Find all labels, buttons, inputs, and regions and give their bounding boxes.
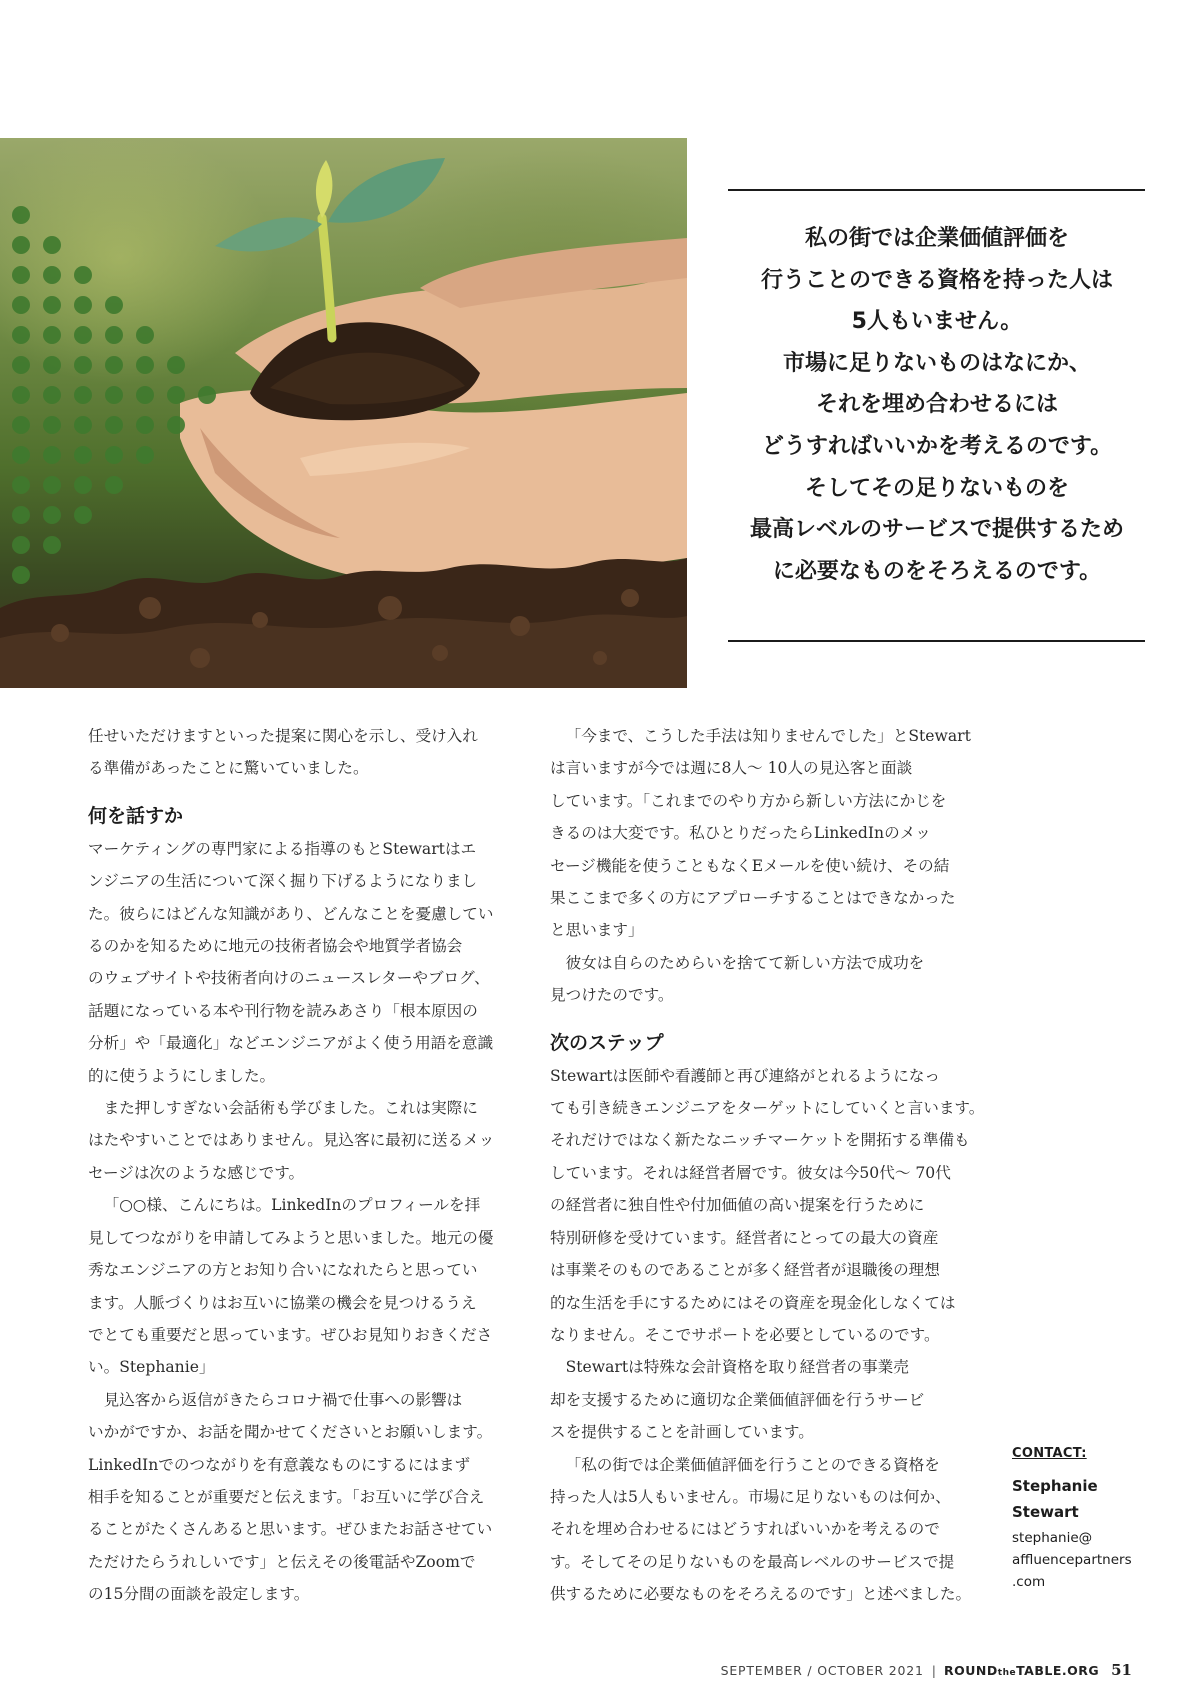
paragraph-quoted-message xyxy=(88,1189,506,1383)
text-line: ても引き続きエンジニアをターゲットにしていくと言います。 xyxy=(550,1099,985,1118)
text-line: それを埋め合わせるにはどうすればいいかを考えるので xyxy=(550,1520,940,1539)
text-line: 見つけたのです。 xyxy=(550,986,674,1005)
text-line: 話題になっている本や刊行物を読みあさり「根本原因の xyxy=(88,1001,478,1020)
text-line: マーケティングの専門家による指導のもとStewartはエ xyxy=(88,839,477,858)
text-line: また押しすぎない会話術も学びました。これは実際に xyxy=(103,1099,478,1118)
brand-round: ROUND xyxy=(944,1663,998,1678)
text-line: 見込客から返信がきたらコロナ禍で仕事への影響は xyxy=(103,1390,463,1409)
pull-quote-line: 行うことのできる資格を持った人は xyxy=(760,267,1113,293)
text-line: セージ機能を使うこともなくEメールを使い続け、その結 xyxy=(550,856,950,875)
text-line: は事業そのものであることが多く経営者が退職後の理想 xyxy=(550,1261,940,1280)
dot-grid-decoration xyxy=(12,206,216,584)
paragraph-intro xyxy=(88,720,506,785)
contact-email[interactable] xyxy=(1012,1527,1152,1593)
text-line: い。Stephanie」 xyxy=(88,1358,215,1377)
pull-quote xyxy=(729,218,1145,592)
text-line: いかがですか、お話を聞かせてくださいとお願いします。 xyxy=(88,1423,493,1442)
pull-quote-line: それを埋め合わせるには xyxy=(815,392,1058,418)
text-line: た。彼らにはどんな知識があり、どんなことを憂慮してい xyxy=(88,904,494,923)
contact-name xyxy=(1012,1473,1152,1525)
text-line: 秀なエンジニアの方とお知り合いになれたらと思ってい xyxy=(88,1261,478,1280)
text-line: スを提供することを計画しています。 xyxy=(550,1423,814,1442)
text-line: Stewartは医師や看護師と再び連絡がとれるようになっ xyxy=(550,1066,941,1085)
text-line: 「今まで、こうした手法は知りませんでした」とStewart xyxy=(565,727,971,745)
article-column-left xyxy=(88,720,506,1611)
pullquote-top-rule xyxy=(728,189,1145,191)
brand-the: the xyxy=(997,1668,1017,1678)
text-line: 却を支援するために適切な企業価値評価を行うサービ xyxy=(550,1390,925,1409)
text-line: 持った人は5人もいません。市場に足りないものは何か、 xyxy=(550,1487,951,1506)
contact-email-line: affluencepartners xyxy=(1012,1552,1132,1568)
pullquote-bottom-rule xyxy=(728,640,1145,642)
section-heading-what-to-say: 何を話すか xyxy=(88,804,184,827)
paragraph xyxy=(550,1351,968,1448)
text-line: 「○○様、こんにちは。LinkedInのプロフィールを拝 xyxy=(103,1196,481,1215)
pull-quote-line: どうすればいいかを考えるのです。 xyxy=(761,433,1113,459)
text-line: セージは次のような感じです。 xyxy=(88,1163,305,1182)
text-line: 的に使うようにしました。 xyxy=(88,1066,276,1085)
hero-photo xyxy=(0,138,687,688)
text-line: でとても重要だと思っています。ぜひお見知りおきくださ xyxy=(88,1325,493,1344)
text-line: 任せいただけますといった提案に関心を示し、受け入れ xyxy=(88,727,478,745)
contact-last-name: Stewart xyxy=(1012,1503,1079,1521)
pull-quote-line: そしてその足りないものを xyxy=(804,475,1069,501)
text-line: ただけたらうれしいです」と伝えその後電話やZoomで xyxy=(88,1552,476,1571)
paragraph xyxy=(550,1449,972,1611)
text-line: の15分間の面談を設定します。 xyxy=(88,1585,310,1604)
text-line: Stewartは特殊な会計資格を取り経営者の事業売 xyxy=(565,1358,909,1377)
text-line: 供するために必要なものをそろえるのです」と述べました。 xyxy=(550,1585,972,1604)
article-column-middle xyxy=(550,720,985,1611)
text-line: しています。「これまでのやり方から新しい方法にかじを xyxy=(550,791,947,810)
paragraph xyxy=(88,1092,506,1189)
page-number: 51 xyxy=(1111,1661,1132,1679)
text-line: は言いますが今では週に8人〜 10人の見込客と面談 xyxy=(550,759,913,778)
text-line: ンジニアの生活について深く掘り下げるようになりまし xyxy=(88,872,478,891)
brand-table: TABLE.ORG xyxy=(1016,1663,1100,1678)
text-line: 見してつながりを申請してみようと思いました。地元の優 xyxy=(88,1228,494,1247)
paragraph xyxy=(88,1384,506,1611)
contact-email-line: stephanie@ xyxy=(1012,1530,1093,1546)
text-line: の経営者に独自性や付加価値の高い提案を行うために xyxy=(550,1196,925,1215)
text-line: 彼女は自らのためらいを捨てて新しい方法で成功を xyxy=(565,953,925,972)
text-line: るのかを知るために地元の技術者協会や地質学者協会 xyxy=(88,937,463,956)
contact-first-name: Stephanie xyxy=(1012,1477,1098,1495)
text-line: 分析」や「最適化」などエンジニアがよく使う用語を意識 xyxy=(88,1034,494,1053)
text-line: LinkedInでのつながりを有意義なものにするにはまず xyxy=(88,1455,471,1474)
contact-label: CONTACT: xyxy=(1012,1446,1087,1461)
issue-date: SEPTEMBER / OCTOBER 2021 xyxy=(720,1663,924,1678)
text-line: 「私の街では企業価値評価を行うことのできる資格を xyxy=(565,1455,940,1474)
text-line: のウェブサイトや技術者向けのニュースレターやブログ、 xyxy=(88,969,490,988)
text-line: 相手を知ることが重要だと伝えます。「お互いに学び合え xyxy=(88,1487,485,1506)
paragraph xyxy=(550,947,968,1012)
text-line: なりません。そこでサポートを必要としているのです。 xyxy=(550,1325,940,1344)
text-line: 特別研修を受けています。経営者にとっての最大の資産 xyxy=(550,1228,939,1247)
text-line: きるのは大変です。私ひとりだったらLinkedInのメッ xyxy=(550,824,931,843)
pull-quote-line: 最高レベルのサービスで提供するため xyxy=(749,517,1124,543)
pull-quote-line: 私の街では企業価値評価を xyxy=(804,226,1069,251)
text-line: それだけではなく新たなニッチマーケットを開拓する準備も xyxy=(550,1131,970,1150)
pull-quote-line: 5人もいません。 xyxy=(851,309,1023,335)
paragraph xyxy=(88,833,506,1092)
text-line: と思います」 xyxy=(550,921,644,940)
pull-quote-line: 市場に足りないものはなにか、 xyxy=(782,350,1091,376)
pull-quote-line: に必要なものをそろえるのです。 xyxy=(772,558,1102,584)
section-heading-next-steps: 次のステップ xyxy=(550,1031,664,1054)
text-line: ることがたくさんあると思います。ぜひまたお話させてい xyxy=(88,1520,493,1539)
footer-separator: | xyxy=(931,1663,937,1678)
paragraph xyxy=(550,720,971,947)
text-line: る準備があったことに驚いていました。 xyxy=(88,759,369,778)
text-line: しています。それは経営者層です。彼女は今50代〜 70代 xyxy=(550,1163,951,1182)
site-brand xyxy=(944,1663,1099,1678)
paragraph xyxy=(550,1060,985,1352)
text-line: ます。人脈づくりはお互いに協業の機会を見つけるうえ xyxy=(88,1293,477,1312)
page-footer xyxy=(721,1661,1132,1679)
seedling-in-hands-illustration xyxy=(0,138,687,688)
text-line: 果ここまで多くの方にアプローチすることはできなかった xyxy=(550,889,956,908)
text-line: はたやすいことではありません。見込客に最初に送るメッ xyxy=(88,1131,495,1150)
text-line: 的な生活を手にするためにはその資産を現金化しなくては xyxy=(550,1293,956,1312)
contact-box xyxy=(1012,1446,1152,1593)
text-line: す。そしてその足りないものを最高レベルのサービスで提 xyxy=(550,1552,955,1571)
contact-email-line: .com xyxy=(1012,1574,1046,1590)
